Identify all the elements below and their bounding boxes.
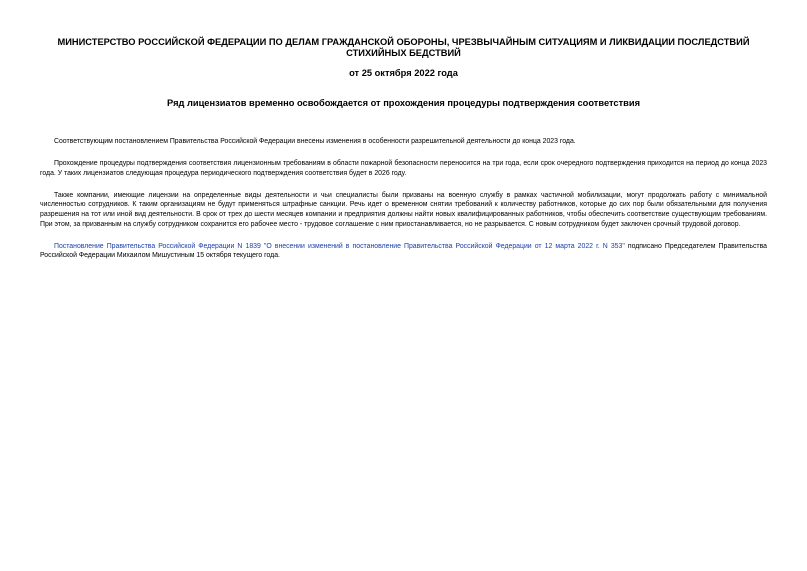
resolution-link[interactable]: Постановление Правительства Российской Федерации N 1839 "О внесении изменений в постановление Правительства Российской Федерации от 12 марта 2022 г. N 353" xyxy=(54,242,625,250)
paragraph-resolution xyxy=(40,242,767,261)
document-heading: Ряд лицензиатов временно освобождается от прохождения процедуры подтверждения соответствия xyxy=(166,98,640,108)
paragraph-intro: Соответствующим постановлением Правительства Российской Федерации внесены изменения в особенности разрешительной деятельности до конца 2023 года. xyxy=(54,138,576,145)
ministry-title: МИНИСТЕРСТВО РОССИЙСКОЙ ФЕДЕРАЦИИ ПО ДЕЛАМ ГРАЖДАНСКОЙ ОБОРОНЫ, ЧРЕЗВЫЧАЙНЫМ СИТУАЦИЯМ И ЛИКВИДАЦИИ ПОСЛЕДСТВИЙ СТИХИЙНЫХ БЕДСТВИЙ xyxy=(57,37,750,58)
document-date: от 25 октября 2022 года xyxy=(349,68,458,78)
document-body xyxy=(40,137,767,273)
resolution-tail-text: подписано Председателем Правительства Российской Федерации Михаилом Мишустиным 15 октября текущего года. xyxy=(40,242,767,260)
paragraph-fire-safety: Прохождение процедуры подтверждения соответствия лицензионным требованиям в области пожарной безопасности переносится на три года, если срок очередного подтверждения приходится на период до конца 2023 года. У таких лицензиатов следующая процедура периодического подтверждения соответствия будет в 2026 году. xyxy=(40,160,767,177)
paragraph-mobilization: Также компании, имеющие лицензии на определенные виды деятельности и чьи специалисты были призваны на военную службу в рамках частичной мобилизации, могут продолжать работу с минимальной численностью сотрудников. К таким организациям не будут применяться штрафные санкции. Речь идет о временном снятии требований к количеству работников, которые до сих пор были обязательными для получения разрешения на тот или иной вид деятельности. В срок от трех до шести месяцев компании и предприятия должны найти новых квалифицированных работников, чтобы обеспечить соответствие существующим требованиям. При этом, за призванным на службу сотрудником сохранится его рабочее место - трудовое соглашение с ним приостанавливается, но не разрывается. С новым сотрудником будет заключен срочный трудовой договор. xyxy=(40,191,767,228)
